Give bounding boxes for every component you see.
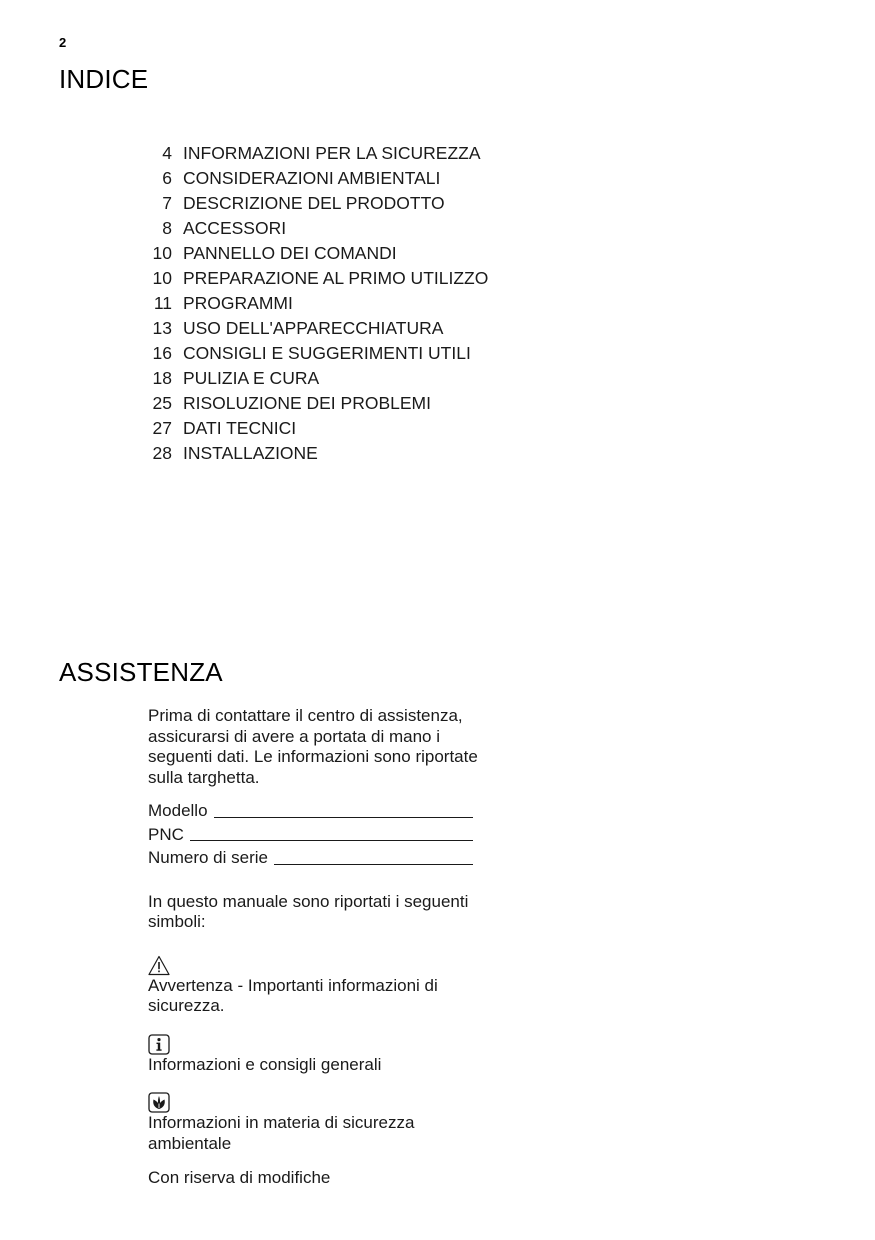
- assistance-intro: Prima di contattare il centro di assistenza, assicurarsi di avere a portata di mano i seguenti dati. Le informazioni sono riportate sulla targhetta.: [148, 706, 478, 787]
- toc-page-number: 25: [152, 393, 172, 413]
- serial-number-field: [148, 845, 478, 869]
- toc-entry[interactable]: [140, 216, 540, 241]
- product-data-fields: [148, 798, 478, 869]
- toc-entry-title: ACCESSORI: [183, 218, 287, 238]
- toc-page-number: 27: [152, 418, 172, 438]
- pnc-field: [148, 822, 478, 846]
- toc-entry-title: DESCRIZIONE DEL PRODOTTO: [183, 193, 445, 213]
- toc-entry-title: PULIZIA E CURA: [183, 368, 320, 388]
- toc-page-number: 13: [152, 318, 172, 338]
- toc-page-number: 10: [152, 268, 172, 288]
- toc-entry-title: DATI TECNICI: [183, 418, 297, 438]
- toc-entry[interactable]: [140, 366, 540, 391]
- toc-entry-title: PREPARAZIONE AL PRIMO UTILIZZO: [183, 268, 489, 288]
- toc-entry-title: PROGRAMMI: [183, 293, 293, 313]
- table-of-contents: [140, 141, 540, 466]
- toc-title: INDICE: [59, 64, 149, 94]
- toc-page-number: 10: [152, 243, 172, 263]
- symbol-environment: [148, 1092, 478, 1154]
- symbol-description: Informazioni in materia di sicurezza ambientale: [148, 1113, 415, 1153]
- page-number: 2: [59, 35, 67, 50]
- symbol-warning: [148, 955, 478, 1017]
- toc-entry[interactable]: [140, 166, 540, 191]
- field-label: PNC: [148, 824, 184, 844]
- warning-triangle-icon: [148, 955, 170, 976]
- toc-entry[interactable]: [140, 441, 540, 466]
- assistance-section: [148, 706, 478, 1189]
- toc-entry[interactable]: [140, 241, 540, 266]
- fill-in-line: [274, 864, 473, 865]
- toc-entry-title: INFORMAZIONI PER LA SICUREZZA: [183, 143, 481, 163]
- toc-page-number: 7: [162, 193, 172, 213]
- assistance-title: ASSISTENZA: [59, 657, 223, 687]
- toc-page-number: 6: [162, 168, 172, 188]
- toc-entry[interactable]: [140, 191, 540, 216]
- toc-entry-title: USO DELL'APPARECCHIATURA: [183, 318, 444, 338]
- toc-entry-title: RISOLUZIONE DEI PROBLEMI: [183, 393, 431, 413]
- info-icon: [148, 1034, 170, 1055]
- toc-page-number: 11: [153, 293, 172, 313]
- toc-entry-title: PANNELLO DEI COMANDI: [183, 243, 397, 263]
- symbol-info: [148, 1034, 478, 1076]
- toc-page-number: 18: [152, 368, 172, 388]
- field-label: Modello: [148, 801, 208, 820]
- toc-page-number: 28: [152, 443, 172, 463]
- toc-entry[interactable]: [140, 141, 540, 166]
- toc-entry[interactable]: [140, 291, 540, 316]
- toc-entry-title: INSTALLAZIONE: [183, 443, 318, 463]
- environment-icon: [148, 1092, 170, 1113]
- fill-in-line: [190, 840, 473, 841]
- toc-entry[interactable]: [140, 341, 540, 366]
- toc-entry[interactable]: [140, 316, 540, 341]
- fill-in-line: [214, 817, 473, 818]
- symbol-description: Avvertenza - Importanti informazioni di sicurezza.: [148, 975, 438, 1015]
- toc-page-number: 8: [162, 218, 172, 238]
- field-label: Numero di serie: [148, 848, 268, 867]
- toc-entry-title: CONSIDERAZIONI AMBIENTALI: [183, 168, 441, 188]
- toc-page-number: 4: [162, 143, 172, 163]
- toc-entry[interactable]: [140, 391, 540, 416]
- reservation-notice: Con riserva di modifiche: [148, 1168, 331, 1187]
- symbols-intro: In questo manuale sono riportati i seguenti simboli:: [148, 891, 469, 931]
- model-field: [148, 798, 478, 822]
- toc-entry-title: CONSIGLI E SUGGERIMENTI UTILI: [183, 343, 471, 363]
- toc-entry[interactable]: [140, 266, 540, 291]
- toc-entry[interactable]: [140, 416, 540, 441]
- symbol-description: Informazioni e consigli generali: [148, 1054, 382, 1074]
- toc-page-number: 16: [152, 343, 172, 363]
